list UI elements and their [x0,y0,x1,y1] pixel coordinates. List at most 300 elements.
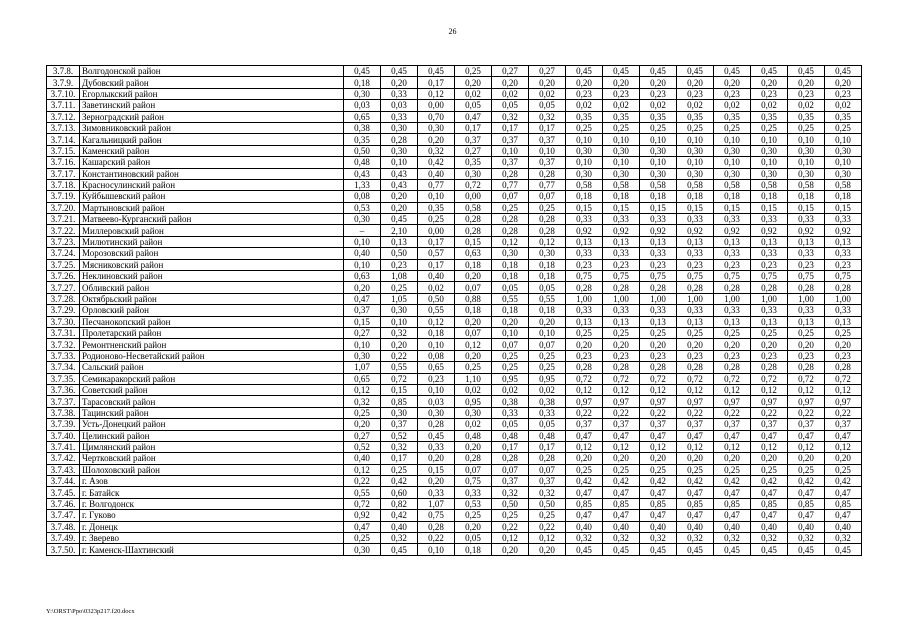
value-cell: 0,25 [677,464,714,475]
value-cell: 0,42 [418,157,455,168]
value-cell: 0,58 [714,179,751,190]
value-cell: 0,20 [418,476,455,487]
value-cell: 0,45 [603,66,640,77]
value-cell: 0,82 [381,498,418,509]
value-cell: 0,15 [566,202,603,213]
value-cell: 0,48 [492,430,529,441]
row-number: 3.7.12. [47,111,80,122]
value-cell: 0,50 [381,248,418,259]
value-cell: 0,45 [381,544,418,555]
row-number: 3.7.10. [47,88,80,99]
value-cell: 0,30 [381,122,418,133]
value-cell: 0,47 [344,521,381,532]
value-cell: 0,17 [529,122,566,133]
value-cell: 0,13 [603,316,640,327]
value-cell: 0,17 [492,441,529,452]
district-name: Советский район [80,384,344,395]
value-cell: 0,58 [677,179,714,190]
value-cell: 0,15 [603,202,640,213]
value-cell: 0,25 [788,327,825,338]
value-cell: 0,22 [788,407,825,418]
value-cell: 0,17 [381,453,418,464]
value-cell: 1,00 [566,293,603,304]
value-cell: 0,52 [381,430,418,441]
value-cell: 0,28 [714,362,751,373]
value-cell: 0,30 [640,168,677,179]
value-cell: 0,13 [825,236,862,247]
value-cell: 0,55 [381,362,418,373]
table-row [47,202,862,213]
value-cell: 0,35 [751,111,788,122]
value-cell: 0,10 [381,157,418,168]
value-cell: 0,85 [751,498,788,509]
value-cell: 0,37 [529,134,566,145]
value-cell: 0,33 [677,214,714,225]
value-cell: 0,20 [566,77,603,88]
value-cell: 0,37 [825,419,862,430]
value-cell: 0,30 [418,122,455,133]
value-cell: 0,45 [381,214,418,225]
district-name: г. Каменск-Шахтинский [80,544,344,555]
value-cell: 0,20 [492,316,529,327]
value-cell: 0,35 [566,111,603,122]
value-cell: 0,20 [529,77,566,88]
value-cell: 0,10 [825,157,862,168]
value-cell: 0,58 [825,179,862,190]
value-cell: 0,25 [344,533,381,544]
value-cell: 0,37 [788,419,825,430]
value-cell: 0,08 [344,191,381,202]
value-cell: 0,20 [788,453,825,464]
value-cell: 0,37 [529,157,566,168]
value-cell: 0,42 [566,476,603,487]
district-name: Милютинский район [80,236,344,247]
row-number: 3.7.13. [47,122,80,133]
value-cell: 0,05 [455,533,492,544]
value-cell: 0,42 [751,476,788,487]
value-cell: 0,23 [714,259,751,270]
value-cell: 0,52 [344,441,381,452]
value-cell: 0,15 [455,236,492,247]
value-cell: 0,57 [418,248,455,259]
value-cell: 0,10 [492,145,529,156]
district-name: Неклиновский район [80,271,344,282]
row-number: 3.7.28. [47,293,80,304]
value-cell: 0,32 [418,145,455,156]
value-cell: 0,23 [381,259,418,270]
value-cell: 0,42 [381,510,418,521]
value-cell: 0,25 [455,362,492,373]
table-row [47,339,862,350]
district-name: Константиновский район [80,168,344,179]
value-cell: 0,22 [381,350,418,361]
row-number: 3.7.27. [47,282,80,293]
value-cell: 0,45 [751,544,788,555]
value-cell: 0,10 [751,134,788,145]
value-cell: 0,63 [455,248,492,259]
value-cell: 0,05 [455,100,492,111]
value-cell: 0,33 [640,305,677,316]
table-row [47,248,862,259]
value-cell: 1,00 [714,293,751,304]
district-name: Миллеровский район [80,225,344,236]
value-cell: 0,45 [566,66,603,77]
value-cell: 1,00 [788,293,825,304]
value-cell: 0,23 [418,373,455,384]
value-cell: 0,12 [714,384,751,395]
value-cell: 0,45 [788,544,825,555]
value-cell: 0,18 [492,305,529,316]
value-cell: 0,55 [418,305,455,316]
value-cell: 0,85 [640,498,677,509]
value-cell: 2,10 [381,225,418,236]
table-body [47,66,862,556]
value-cell: 0,10 [492,327,529,338]
district-name: г. Азов [80,476,344,487]
table-row [47,100,862,111]
value-cell: 0,20 [677,339,714,350]
value-cell: 0,33 [566,214,603,225]
value-cell: 0,25 [640,464,677,475]
table-row [47,111,862,122]
value-cell: 0,40 [566,521,603,532]
district-name: г. Донецк [80,521,344,532]
district-name: Орловский район [80,305,344,316]
value-cell: 0,95 [455,396,492,407]
value-cell: 0,40 [418,168,455,179]
value-cell: 0,12 [677,384,714,395]
value-cell: 0,28 [751,362,788,373]
value-cell: 0,30 [788,168,825,179]
value-cell: 0,85 [603,498,640,509]
table-row [47,225,862,236]
value-cell: 0,18 [788,191,825,202]
value-cell: 0,18 [455,259,492,270]
value-cell: 0,32 [677,533,714,544]
value-cell: 0,10 [640,157,677,168]
value-cell: 0,07 [455,282,492,293]
value-cell: 0,20 [603,77,640,88]
value-cell: 0,10 [788,134,825,145]
value-cell: 0,25 [714,122,751,133]
value-cell: 0,28 [603,362,640,373]
value-cell: 0,10 [788,157,825,168]
value-cell: 0,28 [492,168,529,179]
value-cell: 0,32 [788,533,825,544]
district-name: Мартыновский район [80,202,344,213]
value-cell: 0,27 [344,327,381,338]
value-cell: 0,33 [677,248,714,259]
value-cell: 0,25 [344,407,381,418]
row-number: 3.7.26. [47,271,80,282]
value-cell: 0,33 [492,407,529,418]
value-cell: 0,72 [344,498,381,509]
value-cell: 0,45 [640,66,677,77]
value-cell: 0,30 [418,407,455,418]
value-cell: 0,70 [418,111,455,122]
district-name: г. Зверево [80,533,344,544]
row-number: 3.7.42. [47,453,80,464]
value-cell: 0,08 [418,350,455,361]
table-row [47,498,862,509]
value-cell: 0,20 [751,339,788,350]
value-cell: 0,45 [677,544,714,555]
value-cell: 0,77 [418,179,455,190]
value-cell: 0,10 [418,544,455,555]
value-cell: 0,92 [677,225,714,236]
value-cell: 0,45 [825,66,862,77]
row-number: 3.7.50. [47,544,80,555]
value-cell: 0,47 [714,487,751,498]
value-cell: 0,47 [788,487,825,498]
value-cell: 0,30 [788,145,825,156]
value-cell: 0,40 [418,271,455,282]
district-name: Октябрьский район [80,293,344,304]
value-cell: 0,20 [381,339,418,350]
row-number: 3.7.43. [47,464,80,475]
value-cell: 0,45 [714,544,751,555]
row-number: 3.7.24. [47,248,80,259]
value-cell: 0,02 [640,100,677,111]
value-cell: 0,47 [640,510,677,521]
row-number: 3.7.9. [47,77,80,88]
table-row [47,134,862,145]
value-cell: 0,18 [825,191,862,202]
value-cell: 0,25 [603,327,640,338]
value-cell: 0,05 [529,100,566,111]
value-cell: 0,25 [751,122,788,133]
value-cell: 0,12 [788,384,825,395]
value-cell: 0,10 [677,157,714,168]
value-cell: 0,28 [640,362,677,373]
value-cell: 0,23 [788,350,825,361]
value-cell: 0,20 [603,339,640,350]
value-cell: 0,03 [418,396,455,407]
value-cell: 0,35 [603,111,640,122]
value-cell: 0,25 [492,350,529,361]
value-cell: 0,37 [714,419,751,430]
value-cell: 0,25 [825,327,862,338]
value-cell: 0,35 [455,157,492,168]
value-cell: 0,20 [455,350,492,361]
value-cell: 0,20 [492,77,529,88]
value-cell: 0,72 [714,373,751,384]
value-cell: 0,33 [788,214,825,225]
value-cell: 0,35 [788,111,825,122]
value-cell: 0,37 [677,419,714,430]
value-cell: 0,47 [825,430,862,441]
value-cell: 0,25 [529,202,566,213]
value-cell: 0,30 [825,145,862,156]
value-cell: 0,28 [418,521,455,532]
value-cell: 0,10 [529,327,566,338]
value-cell: 0,20 [677,453,714,464]
value-cell: 0,45 [418,430,455,441]
row-number: 3.7.22. [47,225,80,236]
value-cell: 0,23 [603,350,640,361]
table-row [47,305,862,316]
value-cell: 0,23 [751,350,788,361]
row-number: 3.7.11. [47,100,80,111]
value-cell: 0,63 [344,271,381,282]
value-cell: 0,28 [492,214,529,225]
district-name: Чертковский район [80,453,344,464]
value-cell: 0,18 [529,305,566,316]
value-cell: 0,18 [751,191,788,202]
district-name: Шолоховский район [80,464,344,475]
value-cell: 0,12 [418,88,455,99]
value-cell: 0,28 [529,453,566,464]
value-cell: 0,35 [418,202,455,213]
value-cell: 0,47 [455,111,492,122]
value-cell: 0,75 [788,271,825,282]
value-cell: 0,28 [529,225,566,236]
value-cell: 1,10 [455,373,492,384]
value-cell: 0,28 [677,282,714,293]
value-cell: 0,45 [418,66,455,77]
value-cell: 1,33 [344,179,381,190]
value-cell: 0,33 [381,111,418,122]
district-name: Волгодонской район [80,66,344,77]
value-cell: 0,30 [566,168,603,179]
value-cell: 0,75 [677,271,714,282]
value-cell: 0,13 [751,316,788,327]
value-cell: 0,28 [529,214,566,225]
value-cell: 0,33 [603,305,640,316]
value-cell: 0,97 [640,396,677,407]
row-number: 3.7.18. [47,179,80,190]
value-cell: 0,23 [751,259,788,270]
row-number: 3.7.37. [47,396,80,407]
value-cell: 0,07 [492,191,529,202]
value-cell: 0,25 [714,464,751,475]
value-cell: 0,25 [825,122,862,133]
row-number: 3.7.17. [47,168,80,179]
value-cell: 0,20 [788,77,825,88]
value-cell: 0,30 [566,145,603,156]
value-cell: 0,28 [529,168,566,179]
value-cell: 0,13 [677,236,714,247]
value-cell: 0,30 [640,145,677,156]
value-cell: 0,25 [529,362,566,373]
row-number: 3.7.19. [47,191,80,202]
value-cell: 0,60 [381,487,418,498]
value-cell: 0,22 [677,407,714,418]
value-cell: 0,27 [455,145,492,156]
value-cell: 0,40 [381,521,418,532]
value-cell: 0,47 [566,430,603,441]
value-cell: 0,45 [677,66,714,77]
value-cell: 0,32 [603,533,640,544]
value-cell: 0,18 [455,544,492,555]
value-cell: 0,37 [492,134,529,145]
row-number: 3.7.14. [47,134,80,145]
row-number: 3.7.33. [47,350,80,361]
value-cell: 1,05 [381,293,418,304]
value-cell: 0,15 [751,202,788,213]
value-cell: 0,37 [381,419,418,430]
value-cell: 0,75 [751,271,788,282]
row-number: 3.7.46. [47,498,80,509]
table-row [47,66,862,77]
value-cell: 0,20 [455,521,492,532]
value-cell: 0,18 [529,271,566,282]
value-cell: 0,22 [492,521,529,532]
value-cell: 0,05 [492,282,529,293]
table-row [47,407,862,418]
value-cell: 0,22 [825,407,862,418]
value-cell: 0,20 [603,453,640,464]
value-cell: 0,85 [566,498,603,509]
value-cell: 0,23 [603,259,640,270]
value-cell: 0,12 [640,441,677,452]
value-cell: 0,33 [381,88,418,99]
value-cell: 0,12 [603,441,640,452]
value-cell: 0,33 [751,248,788,259]
value-cell: 0,02 [492,88,529,99]
value-cell: 0,12 [677,441,714,452]
table-row [47,191,862,202]
value-cell: 0,10 [418,339,455,350]
table-row [47,487,862,498]
value-cell: 0,30 [714,145,751,156]
value-cell: 0,33 [751,305,788,316]
value-cell: 0,77 [529,179,566,190]
value-cell: 0,75 [825,271,862,282]
value-cell: 0,10 [418,384,455,395]
value-cell: 0,22 [751,407,788,418]
value-cell: 0,92 [603,225,640,236]
value-cell: 0,20 [529,316,566,327]
value-cell: 0,15 [418,464,455,475]
value-cell: 0,47 [677,510,714,521]
value-cell: 0,02 [529,384,566,395]
table-row [47,145,862,156]
value-cell: 0,15 [381,384,418,395]
value-cell: 0,07 [455,464,492,475]
value-cell: 0,25 [714,327,751,338]
table-row [47,419,862,430]
value-cell: 0,45 [825,544,862,555]
value-cell: 0,33 [566,305,603,316]
value-cell: 0,07 [492,339,529,350]
value-cell: 0,23 [751,88,788,99]
value-cell: 0,12 [603,384,640,395]
table-row [47,214,862,225]
value-cell: 0,42 [381,476,418,487]
value-cell: 0,18 [455,305,492,316]
value-cell: 0,32 [714,533,751,544]
value-cell: 0,47 [344,293,381,304]
value-cell: 0,12 [566,441,603,452]
value-cell: 0,02 [677,100,714,111]
value-cell: 0,05 [492,419,529,430]
value-cell: 0,02 [418,282,455,293]
value-cell: 0,23 [825,350,862,361]
value-cell: 0,55 [529,293,566,304]
value-cell: 0,25 [751,327,788,338]
value-cell: 0,25 [566,327,603,338]
value-cell: 0,72 [566,373,603,384]
value-cell: 0,58 [751,179,788,190]
value-cell: 0,23 [566,88,603,99]
table-row [47,533,862,544]
table-row [47,464,862,475]
value-cell: 0,75 [640,271,677,282]
value-cell: 0,10 [677,134,714,145]
value-cell: 0,58 [566,179,603,190]
value-cell: 0,20 [640,77,677,88]
